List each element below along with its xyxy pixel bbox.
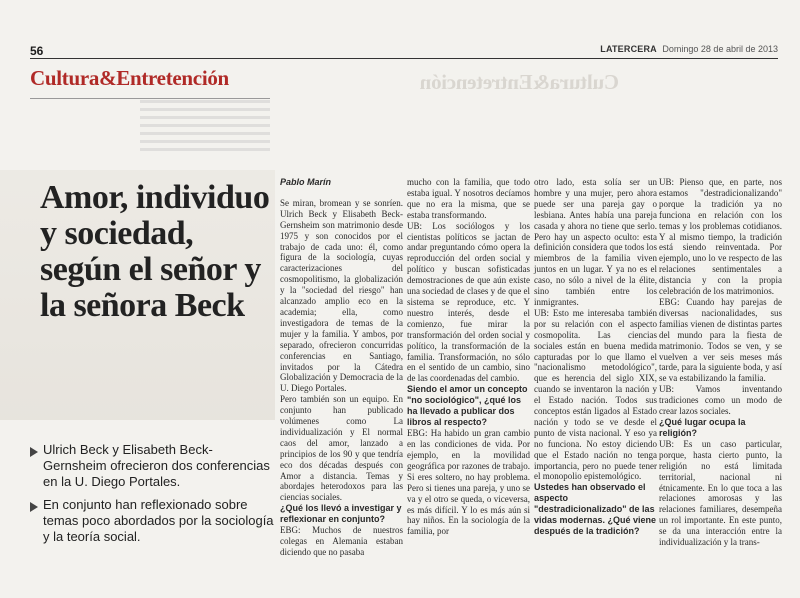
article-column-3 (534, 177, 657, 537)
summary-bullet-text: Ulrich Beck y Elisabeth Beck-Gernsheim ofrecieron dos conferencias en la U. Diego Portales. (43, 442, 270, 489)
paragraph: Pero también son un equipo. En conjunto han publicado volúmenes como La individualización y El normal caos del amor, lanzado a principios de los 90 y que tendría eco dos décadas después con Amor a distancia. Temas y abordajes heterodoxos para las ciencias sociales. (280, 394, 403, 503)
paragraph: EBG: Ha habido un gran cambio en las condiciones de vida. Por ejemplo, en la movilidad geográfica por razones de trabajo. Si eres soltero, no hay problema. Pero si tienes una pareja, y uno se va y el otro se queda, o viceversa, es más difícil. Y lo es más aún si hay niños. En la sociología de la familia, por (407, 428, 530, 537)
paragraph: EBG: Muchos de nuestros colegas en Alemania estaban diciendo que no pasaba (280, 525, 403, 558)
section-title: Cultura&Entretención (30, 66, 229, 90)
newspaper-brand: LATERCERA (600, 44, 657, 54)
masthead (600, 44, 778, 54)
triangle-bullet-icon (30, 447, 38, 457)
paragraph: UB: Vamos inventando tradiciones como un modo de crear lazos sociales. (659, 384, 782, 417)
summary-bullet (30, 442, 275, 490)
triangle-bullet-icon (30, 502, 38, 512)
summary-bullet-text: En conjunto han reflexionado sobre temas poco abordados por la sociología y la teoría social. (43, 497, 274, 544)
article-headline: Amor, individuo y sociedad, según el señor y la señora Beck (40, 179, 270, 324)
paragraph: mucho con la familia, que todo estaba igual. Y nosotros decíamos que no era la misma, que se estaba transformando. (407, 177, 530, 220)
paragraph: UB: Es un caso particular, porque, hasta cierto punto, la religión no está limitada territorial, nacional ni étnicamente. En lo que toca a las relaciones amorosas y las relaciones familiares, desempeña un rol importante. En este punto, se da una interacción entre la individualización y la trans- (659, 438, 782, 548)
paragraph: otro lado, esta solía ser un hombre y una mujer, pero ahora puede ser una pareja gay o lesbiana. Antes había una pareja casada y ahora no tiene que serlo. Pero hay un aspecto oculto: esta definición considera que todos los miembros de la familia viven juntos en un lugar. Y ya no es el caso, no sólo a nivel de la élite, sino también entre los inmigrantes. (534, 177, 657, 307)
header-rule (30, 58, 778, 59)
article-column-2 (407, 177, 530, 537)
byline: Pablo Marín (280, 177, 332, 187)
paragraph: EBG: Cuando hay parejas de diversas nacionalidades, sus familias vienen de distintas partes del mundo para la fiesta de matrimonio. Todos se ven, y se vuelven a ver seis meses más tarde, para la siguiente boda, y así se va estabilizando la familia. (659, 296, 782, 384)
interview-question: Ustedes han observado el aspecto "destradicionalizado" de las vidas modernas. ¿Qué viene después de la tradición? (534, 482, 657, 537)
paragraph: UB: Los sociólogos y los cientistas políticos se jactan de andar preguntando cómo opera la reproducción del orden social y político y buscan sofisticadas demostraciones de que aún existe una sociedad de clases y de que el sistema se reproduce, etc. Y nuestro interés, desde el comienzo, fue mirar la transformación del orden social y político, la transformación de la familia. Transformación, no sólo en el sentido de un cambio, sino de las coordenadas del cambio. (407, 220, 530, 384)
show-through-text (140, 100, 270, 170)
issue-date: Domingo 28 de abril de 2013 (662, 44, 778, 54)
show-through-title: Cultura&Entretención (420, 70, 619, 94)
interview-question: ¿Qué los llevó a investigar y reflexionar en conjunto? (280, 503, 402, 525)
section-rule (30, 98, 270, 99)
paragraph: UB: Esto me interesaba también por su relación con el aspecto cosmopolita. Las ciencias sociales están en buena medida capturadas por lo que llamo el "nacionalismo metodológico", que es herencia del siglo XIX, cuando se inventaron la nación y el Estado nación. Todos sus conceptos están ligados al Estado nación y todo se ve desde el punto de vista nacional. Y eso ya no funciona. No estoy diciendo que el Estado nación no tenga importancia, pero no puede tener el monopolio epistemológico. (534, 307, 657, 482)
summary-bullet (30, 497, 275, 545)
summary-bullets (30, 442, 275, 552)
paragraph: UB: Pienso que, en parte, nos estamos "destradicionalizando" porque la tradición ya no funciona en relación con los temas y los problemas cotidianos. Y al mismo tiempo, la tradición está siendo reinventada. Por ejemplo, uno lo ve respecto de las relaciones sentimentales a distancia y con la propia celebración de los matrimonios. (659, 177, 782, 297)
paragraph: Se miran, bromean y se sonríen. Ulrich Beck y Elisabeth Beck-Gernsheim son matrimonio desde 1975 y son conocidos por el trabajo de cada uno: él, como figura de la sociología, cuyas caracterizaciones del cosmopolitismo, la globalización y la "sociedad del riesgo" han alcanzado amplio eco en la academia; ella, como investigadora de temas de la mujer y la familia. Y ambos, por separado, ofrecieron concurridas conferencias en Santiago, invitados por la Cátedra Globalización y Democracia de la U. Diego Portales. (280, 197, 403, 394)
article-column-1 (280, 177, 403, 558)
interview-question: Siendo el amor un concepto "no sociológico", ¿qué los ha llevado a publicar dos libros al respecto? (407, 384, 528, 428)
page-number: 56 (30, 44, 44, 58)
article-column-4 (659, 177, 782, 548)
interview-question: ¿Qué lugar ocupa la religión? (659, 416, 746, 438)
